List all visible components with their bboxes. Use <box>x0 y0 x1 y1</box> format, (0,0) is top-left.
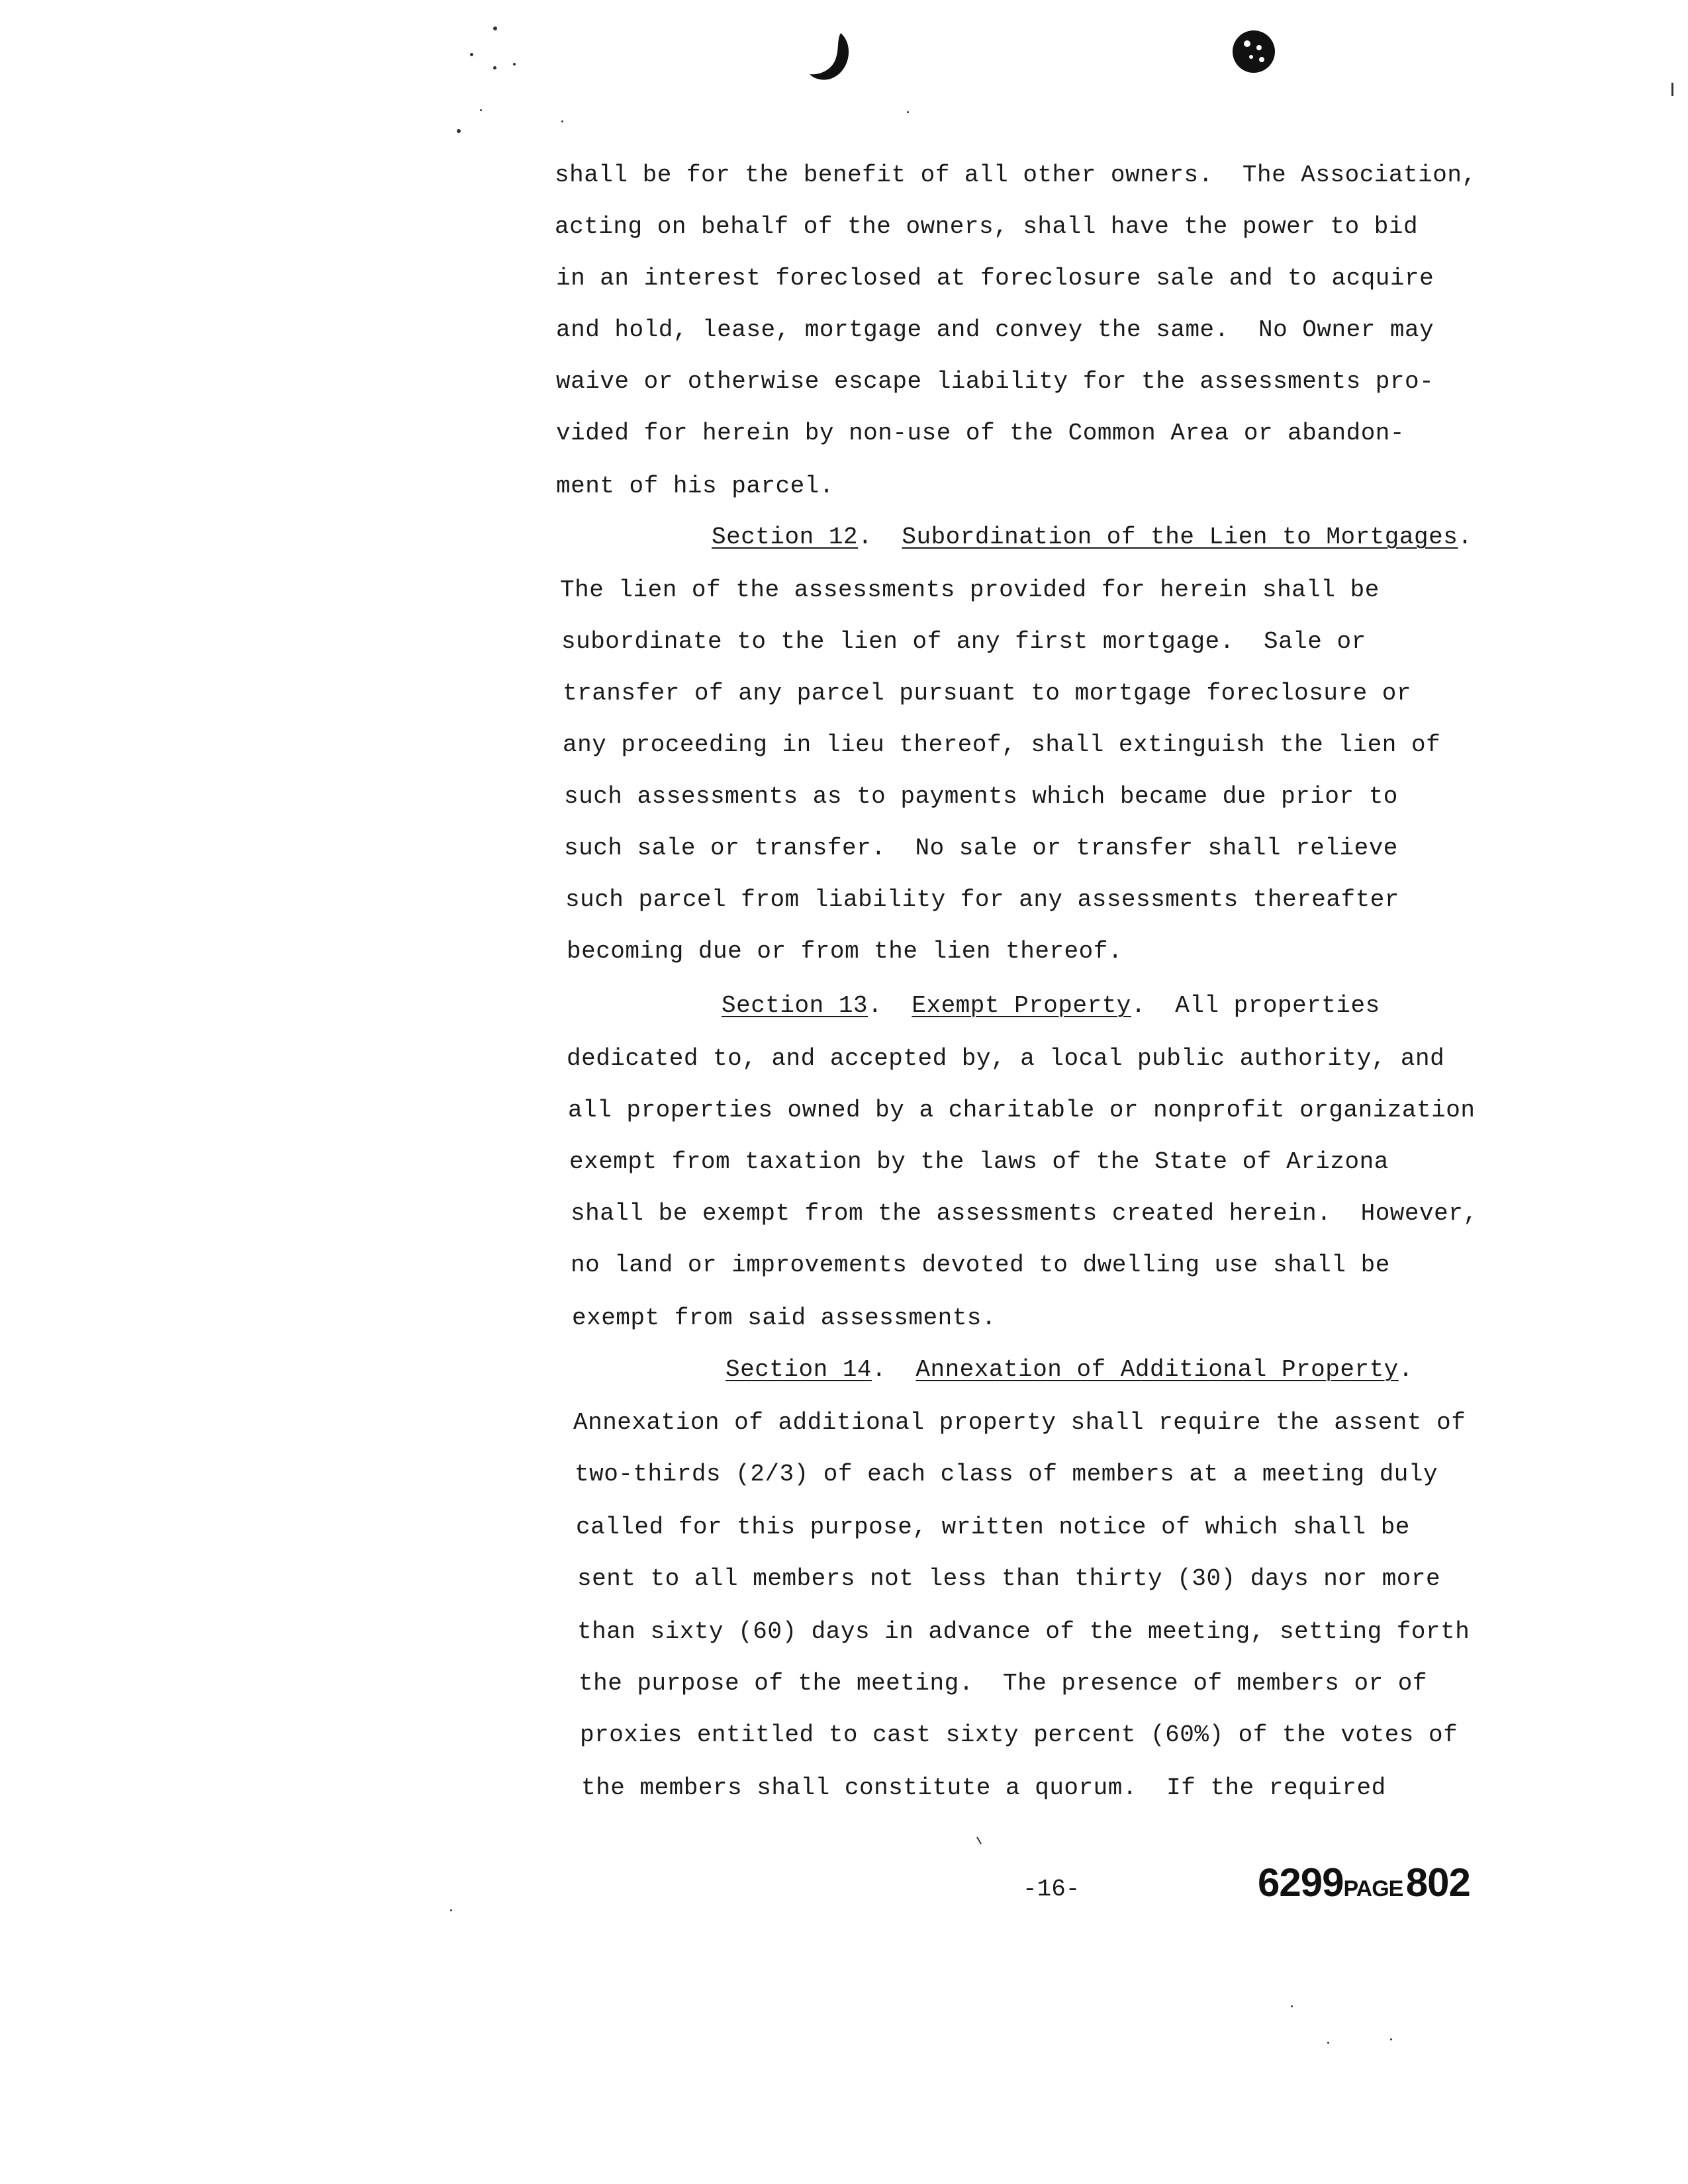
section-first-line-text: All properties <box>1175 992 1380 1019</box>
section-number: Section 13 <box>722 992 868 1019</box>
speck <box>493 26 497 30</box>
body-text-line: the purpose of the meeting. The presence of members or of <box>579 1670 1428 1697</box>
body-text-line: vided for herein by non-use of the Common Area or abandon- <box>556 420 1405 447</box>
body-text-line: ment of his parcel. <box>556 473 834 500</box>
speck <box>976 1837 982 1844</box>
speck <box>493 66 496 69</box>
speck <box>1291 2005 1293 2007</box>
recording-book-number: 6299 <box>1258 1860 1344 1905</box>
body-text-line: subordinate to the lien of any first mortgage. Sale or <box>561 628 1366 655</box>
body-text-line: waive or otherwise escape liability for the assessments pro- <box>556 368 1434 395</box>
body-text-line: sent to all members not less than thirty (30) days nor more <box>577 1565 1441 1592</box>
body-text-line: two-thirds (2/3) of each class of members at a meeting duly <box>575 1461 1438 1488</box>
body-text-line: and hold, lease, mortgage and convey the same. No Owner may <box>556 316 1434 343</box>
recording-page-number: 802 <box>1405 1860 1470 1905</box>
recording-stamp <box>1258 1860 1470 1905</box>
section-number: Section 12 <box>712 523 859 551</box>
body-text-line: proxies entitled to cast sixty percent (60%) of the votes of <box>580 1721 1458 1749</box>
speck <box>450 1909 452 1911</box>
recording-page-label: PAGE <box>1343 1876 1403 1901</box>
body-text-line: any proceeding in lieu thereof, shall extinguish the lien of <box>563 731 1441 758</box>
body-text-line: such assessments as to payments which became due prior to <box>564 783 1398 810</box>
speck <box>1671 83 1673 96</box>
body-text-line: The lien of the assessments provided for herein shall be <box>560 576 1380 604</box>
section-title: Exempt Property <box>912 992 1131 1019</box>
body-text-line: dedicated to, and accepted by, a local public authority, and <box>567 1045 1445 1072</box>
section-number: Section 14 <box>726 1356 872 1383</box>
body-text-line: all properties owned by a charitable or nonprofit organization <box>568 1097 1476 1124</box>
body-text-line: the members shall constitute a quorum. If the required <box>581 1774 1386 1801</box>
punch-hole-mark-right <box>1230 28 1278 75</box>
body-text-line: Annexation of additional property shall require the assent of <box>573 1409 1466 1436</box>
body-text-line: in an interest foreclosed at foreclosure sale and to acquire <box>556 265 1434 292</box>
body-text-line: transfer of any parcel pursuant to mortgage foreclosure or <box>563 680 1412 707</box>
speck <box>480 109 482 111</box>
section-title: Annexation of Additional Property <box>915 1356 1399 1383</box>
body-text-line: exempt from taxation by the laws of the State of Arizona <box>569 1148 1389 1175</box>
body-text-line: becoming due or from the lien thereof. <box>567 938 1123 965</box>
speck <box>1327 2042 1329 2044</box>
section-title: Subordination of the Lien to Mortgages <box>902 523 1458 551</box>
section-14-heading: Section 14. Annexation of Additional Property. <box>726 1356 1413 1383</box>
speck <box>513 63 516 66</box>
body-text-line: shall be exempt from the assessments created herein. However, <box>571 1200 1478 1227</box>
speck <box>457 129 461 133</box>
speck <box>907 111 909 113</box>
body-text-line: shall be for the benefit of all other owners. The Association, <box>555 161 1477 189</box>
body-text-line: no land or improvements devoted to dwelling use shall be <box>571 1251 1390 1279</box>
speck <box>561 120 563 122</box>
body-text-line: acting on behalf of the owners, shall have the power to bid <box>555 213 1419 240</box>
speck <box>470 53 473 56</box>
punch-hole-mark-left <box>806 26 859 86</box>
section-12-heading: Section 12. Subordination of the Lien to Mortgages. <box>712 523 1473 551</box>
body-text-line: than sixty (60) days in advance of the meeting, setting forth <box>577 1618 1470 1645</box>
speck <box>1390 2038 1392 2040</box>
body-text-line: such sale or transfer. No sale or transfer shall relieve <box>564 835 1398 862</box>
page-number: -16- <box>1023 1876 1080 1903</box>
section-13-heading: Section 13. Exempt Property. All properties <box>722 992 1380 1019</box>
body-text-line: called for this purpose, written notice of which shall be <box>576 1514 1410 1541</box>
body-text-line: exempt from said assessments. <box>572 1304 997 1332</box>
body-text-line: such parcel from liability for any assessments thereafter <box>565 886 1399 913</box>
